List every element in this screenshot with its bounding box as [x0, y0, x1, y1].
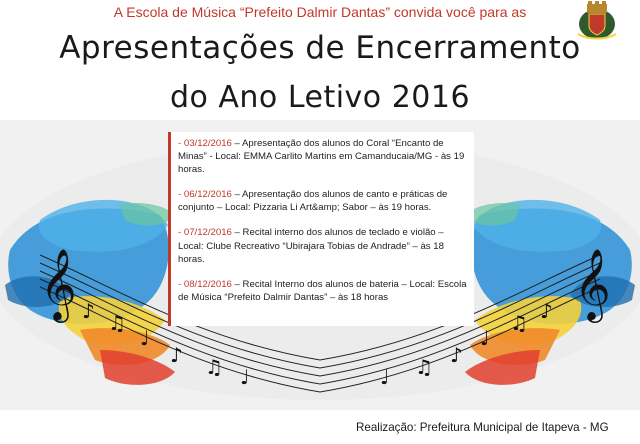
- music-note-icon: ♪: [540, 299, 553, 323]
- music-note-icon: ♩: [480, 326, 490, 350]
- page-title: Apresentações de Encerramento: [59, 30, 581, 66]
- entry-date: - 08/12/2016: [178, 278, 232, 290]
- treble-clef-icon: 𝄞: [574, 247, 611, 320]
- music-note-icon: ♪: [170, 343, 183, 367]
- entry-date: - 03/12/2016: [178, 138, 232, 149]
- music-note-icon: ♩: [240, 365, 250, 389]
- music-note-icon: ♫: [510, 311, 528, 335]
- schedule-entry: [178, 278, 468, 304]
- entry-text: – Recital interno dos alunos de teclado e violão – Local: Clube Recreativo “Ubirajara Tobias de Andrade” – às 18 horas.: [178, 227, 444, 265]
- entry-date: - 06/12/2016: [178, 189, 232, 201]
- invite-text: A Escola de Música “Prefeito Dalmir Dantas” convida você para as: [113, 4, 527, 20]
- music-note-icon: ♪: [450, 343, 463, 367]
- entry-text: – Apresentação dos alunos do Coral “Encanto de Minas” - Local: EMMA Carlito Martins em Camanducaia/MG - às 19 horas.: [178, 138, 465, 176]
- schedule-entry: [178, 188, 468, 214]
- schedule-entry: [178, 137, 468, 176]
- entry-text: – Apresentação dos alunos de canto e práticas de conjunto – Local: Pizzaria Li Art&amp; Sabor – às 19 horas.: [178, 189, 448, 214]
- page-subtitle: do Ano Letivo 2016: [169, 80, 471, 115]
- music-note-icon: ♫: [108, 311, 126, 335]
- music-note-icon: ♩: [140, 326, 150, 350]
- music-note-icon: ♩: [380, 365, 390, 389]
- entry-text: – Recital Interno dos alunos de bateria – Local: Escola de Música “Prefeito Dalmir Dantas” – às 18 horas: [178, 278, 467, 303]
- music-note-icon: ♫: [415, 355, 433, 379]
- entry-date: - 07/12/2016: [178, 227, 232, 239]
- footer-credit: Realização: Prefeitura Municipal de Itapeva - MG: [356, 421, 609, 434]
- music-note-icon: ♪: [82, 299, 95, 323]
- schedule-entry: [178, 226, 468, 265]
- treble-clef-icon: 𝄞: [40, 247, 77, 320]
- music-note-icon: ♫: [205, 355, 223, 379]
- schedule-box: [168, 132, 474, 326]
